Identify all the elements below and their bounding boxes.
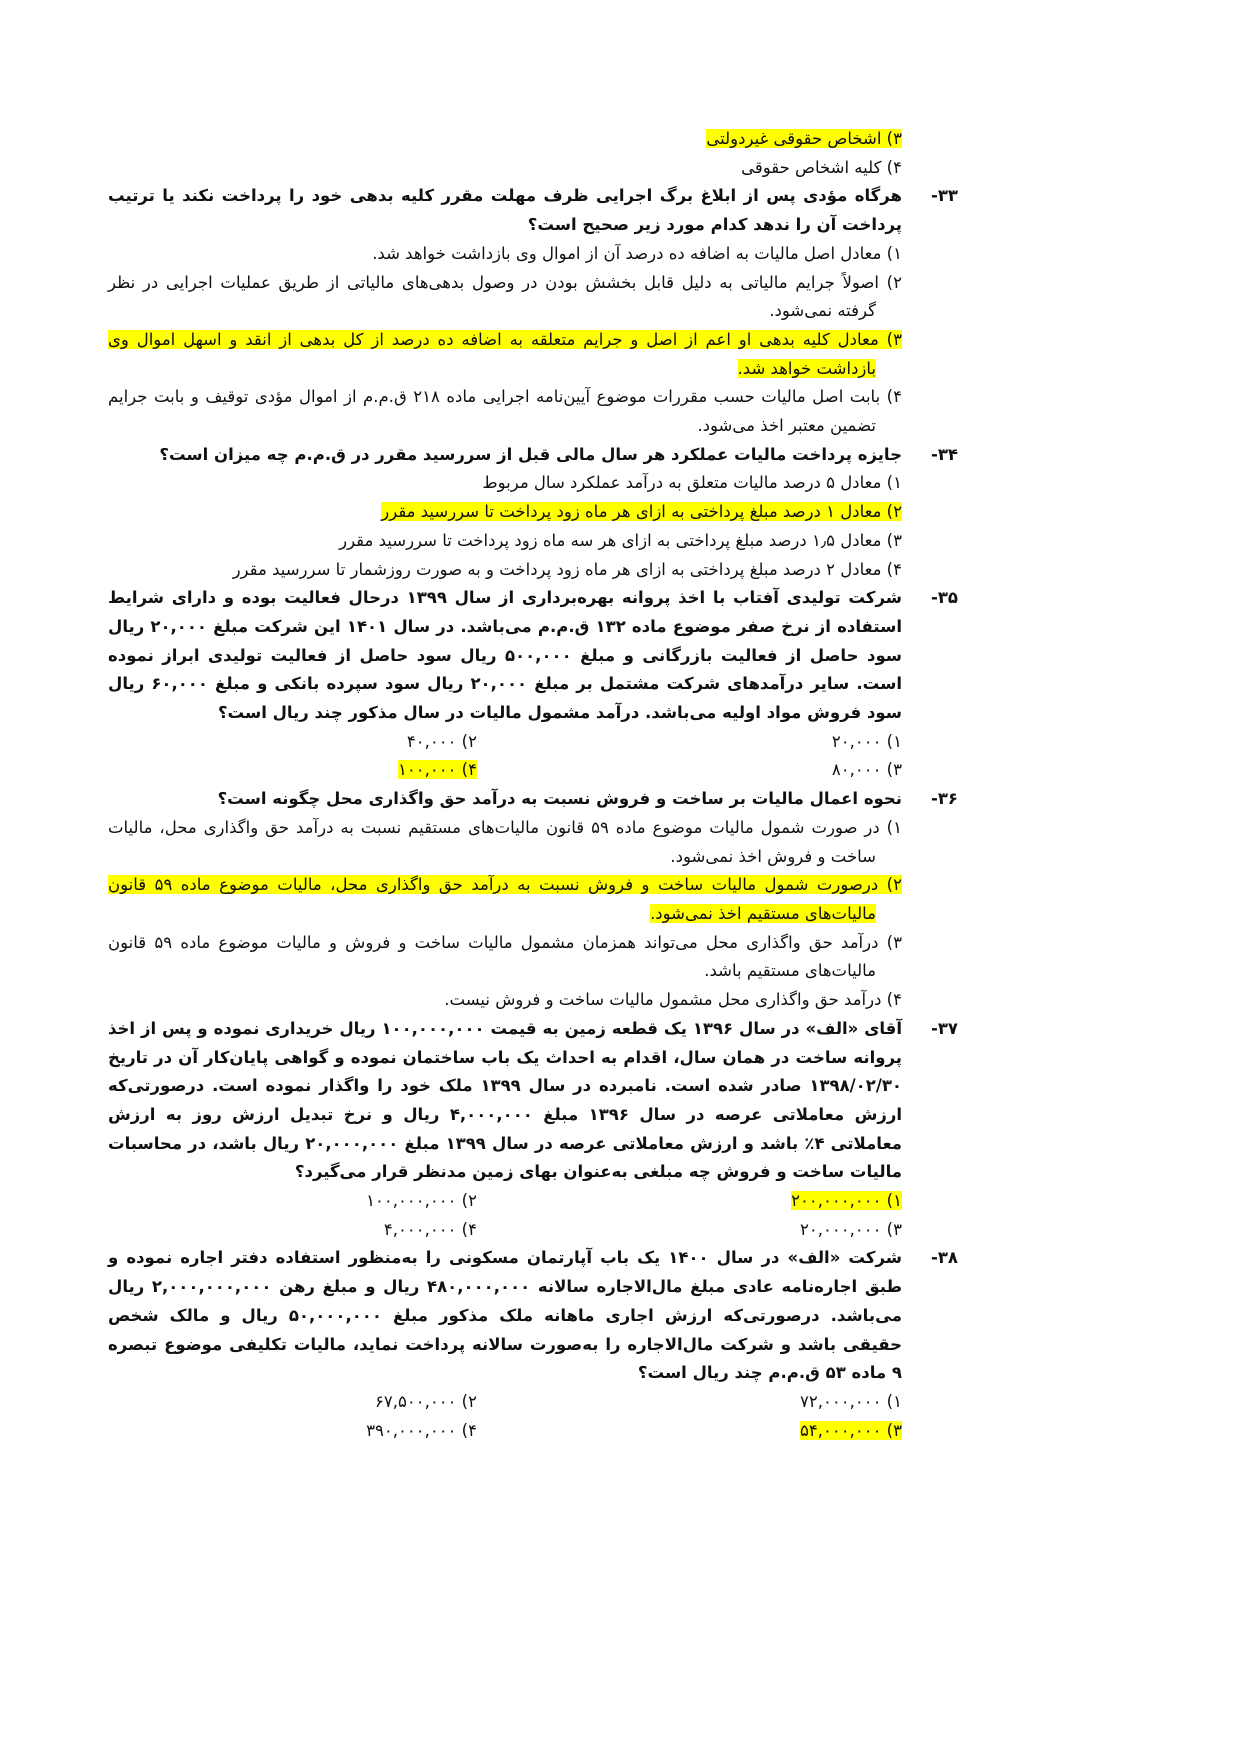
option-item [108,498,958,527]
option-label: ۳) اشخاص حقوقی غیردولتی [706,129,902,148]
question [108,785,958,814]
option-text [108,986,902,1015]
options-grid [108,1187,958,1244]
option-label: ۴) بابت اصل مالیات حسب مقررات موضوع آیین‌نامه اجرایی ماده ۲۱۸ ق.م.م از اموال مؤدی توقیف و بابت جرایم تضمین معتبر اخذ می‌شود. [108,387,902,436]
option-item [108,383,958,440]
question [108,1015,958,1187]
option-label: ۱) در صورت شمول مالیات موضوع ماده ۵۹ قانون مالیات‌های مستقیم نسبت به درآمد حق واگذاری محل، مالیات ساخت و فروش اخذ نمی‌شود. [108,817,902,866]
option-label: ۲) ۴۰,۰۰۰ [406,731,477,751]
option-text [108,383,902,440]
option-text [108,326,902,383]
option-label: ۴) ۱۰۰,۰۰۰ [398,760,477,780]
option-text [108,556,902,585]
option-item [52,756,477,785]
option-item [108,986,958,1015]
option-item [52,1187,477,1216]
option-item [477,1388,902,1417]
option-text [108,125,902,154]
question-text: آقای «الف» در سال ۱۳۹۶ یک قطعه زمین به قیمت ۱۰۰,۰۰۰,۰۰۰ ریال خریداری نموده و پس از اخذ پروانه ساخت در همان سال، اقدام به احداث یک باب ساختمان نموده و گواهی پایان‌کار آن در تاریخ ۱۳۹۸/۰۲/۳۰ صادر شده است. نامبرده در سال ۱۳۹۹ ملک خود را واگذار نموده است. درصورتی‌که ارزش معاملاتی عرصه در سال ۱۳۹۶ مبلغ ۴,۰۰۰,۰۰۰ ریال و نرخ تبدیل ارزش روز به ارزش معاملاتی ۴٪ باشد و ارزش معاملاتی عرصه در سال ۱۳۹۹ مبلغ ۲۰,۰۰۰,۰۰۰ ریال باشد، در محاسبات مالیات ساخت و فروش چه مبلغی به‌عنوان بهای زمین مدنظر قرار می‌گیرد؟ [108,1018,903,1182]
option-label: ۲) ۱۰۰,۰۰۰,۰۰۰ [366,1191,477,1211]
question-text: شرکت «الف» در سال ۱۴۰۰ یک باب آپارتمان مسکونی را به‌منظور استفاده دفتر اجاره نموده و طبق اجاره‌نامه عادی مبلغ مال‌الاجاره سالانه ۴۸۰,۰۰۰,۰۰۰ ریال و مبلغ رهن ۲,۰۰۰,۰۰۰,۰۰۰ ریال می‌باشد. درصورتی‌که ارزش اجاری ماهانه ملک مذکور مبلغ ۵۰,۰۰۰,۰۰۰ ریال و مالک شخص حقیقی باشد و شرکت مال‌الاجاره را به‌صورت سالانه پرداخت نماید، مالیات تکلیفی موضوع تبصره ۹ ماده ۵۳ ق.م.م چند ریال است؟ [108,1248,902,1383]
option-label: ۲) ۶۷,۵۰۰,۰۰۰ [375,1391,477,1411]
option-label: ۴) درآمد حق واگذاری محل مشمول مالیات ساخت و فروش نیست. [444,990,902,1010]
option-item [477,1187,902,1216]
option-label: ۱) ۲۰,۰۰۰ [831,731,902,751]
question-number: -۳۵ [931,588,958,608]
option-item [108,527,958,556]
question-text: نحوه اعمال مالیات بر ساخت و فروش نسبت به درآمد حق واگذاری محل چگونه است؟ [217,789,902,809]
option-item [477,1417,902,1446]
option-label: ۴) کلیه اشخاص حقوقی [741,157,902,177]
question-text: هرگاه مؤدی پس از ابلاغ برگ اجرایی ظرف مهلت مقرر کلیه بدهی خود را پرداخت نکند یا ترتیب پرداخت آن را ندهد کدام مورد زیر صحیح است؟ [108,186,902,235]
question [108,182,958,239]
question [108,441,958,470]
option-label: ۲) اصولاً جرایم مالیاتی به دلیل قابل بخشش بودن در وصول بدهی‌های مالیاتی از طریق عملیات اجرایی در نظر گرفته نمی‌شود. [108,272,902,321]
exam-page [108,125,958,1445]
option-text [108,498,902,527]
option-text [108,929,902,986]
option-label: ۳) معادل کلیه بدهی او اعم از اصل و جرایم متعلقه به اضافه ده درصد از کل بدهی از انقد و اسهل اموال وی بازداشت خواهد شد. [108,329,902,378]
question-number: -۳۸ [931,1248,958,1268]
option-text [108,469,902,498]
option-item [108,125,958,154]
option-text [108,814,902,871]
option-label: ۳) معادل ۱٫۵ درصد مبلغ پرداختی به ازای هر سه ماه زود پرداخت تا سررسید مقرر [339,530,902,550]
option-item [108,326,958,383]
option-item [52,728,477,757]
option-text [108,269,902,326]
option-item [108,469,958,498]
option-text [108,871,902,928]
option-label: ۱) ۷۲,۰۰۰,۰۰۰ [800,1391,902,1411]
option-label: ۱) معادل اصل مالیات به اضافه ده درصد آن از اموال وی بازداشت خواهد شد. [372,243,902,263]
option-label: ۲) درصورت شمول مالیات ساخت و فروش نسبت به درآمد حق واگذاری محل، مالیات موضوع ماده ۵۹ قانون مالیات‌های مستقیم اخذ نمی‌شود. [108,875,902,923]
option-label: ۴) معادل ۲ درصد مبلغ پرداختی به ازای هر ماه زود پرداخت و به صورت روزشمار تا سررسید مقرر [232,559,902,579]
option-item [52,1388,477,1417]
option-item [108,556,958,585]
option-label: ۱) ۲۰۰,۰۰۰,۰۰۰ [791,1191,902,1211]
option-item [108,929,958,986]
option-label: ۳) درآمد حق واگذاری محل می‌تواند همزمان مشمول مالیات ساخت و فروش و مالیات موضوع ماده ۵۹ قانون مالیات‌های مستقیم باشد. [108,932,902,981]
question-text: جایزه پرداخت مالیات عملکرد هر سال مالی قبل از سررسید مقرر در ق.م.م چه میزان است؟ [159,444,902,464]
option-label: ۱) معادل ۵ درصد مالیات متعلق به درآمد عملکرد سال مربوط [482,473,902,493]
question [108,1244,958,1388]
option-item [52,1216,477,1245]
question-number: -۳۴ [931,444,958,464]
option-label: ۳) ۵۴,۰۰۰,۰۰۰ [800,1420,902,1440]
question-number: -۳۳ [931,186,958,206]
option-text [108,527,902,556]
option-item [477,728,902,757]
question-number: -۳۷ [931,1018,958,1038]
question [108,584,958,728]
option-item [108,240,958,269]
option-text [108,240,902,269]
option-label: ۴) ۴,۰۰۰,۰۰۰ [383,1219,477,1239]
option-item [108,814,958,871]
options-grid [108,728,958,785]
option-item [52,1417,477,1446]
option-item [108,269,958,326]
option-label: ۲) معادل ۱ درصد مبلغ پرداختی به ازای هر ماه زود پرداخت تا سررسید مقرر [381,502,902,522]
question-number: -۳۶ [931,789,958,809]
option-item [477,1216,902,1245]
option-label: ۴) ۳۹۰,۰۰۰,۰۰۰ [366,1420,477,1440]
options-grid [108,1388,958,1445]
option-item [108,154,958,183]
option-label: ۳) ۲۰,۰۰۰,۰۰۰ [800,1219,902,1239]
option-text [108,154,902,183]
option-label: ۳) ۸۰,۰۰۰ [831,760,902,780]
option-item [477,756,902,785]
question-text: شرکت تولیدی آفتاب با اخذ پروانه بهره‌برداری از سال ۱۳۹۹ درحال فعالیت بوده و دارای شرایط استفاده از نرخ صفر موضوع ماده ۱۳۲ ق.م.م می‌باشد. در سال ۱۴۰۱ این شرکت مبلغ ۲۰,۰۰۰ ریال سود حاصل از فعالیت بازرگانی و مبلغ ۵۰۰,۰۰۰ ریال سود حاصل از فعالیت تولیدی ابراز نموده است. سایر درآمدهای شرکت مشتمل بر مبلغ ۲۰,۰۰۰ ریال سود سپرده بانکی و مبلغ ۶۰,۰۰۰ ریال سود فروش مواد اولیه می‌باشد. درآمد مشمول مالیات در سال مذکور چند ریال است؟ [108,588,903,723]
option-item [108,871,958,928]
